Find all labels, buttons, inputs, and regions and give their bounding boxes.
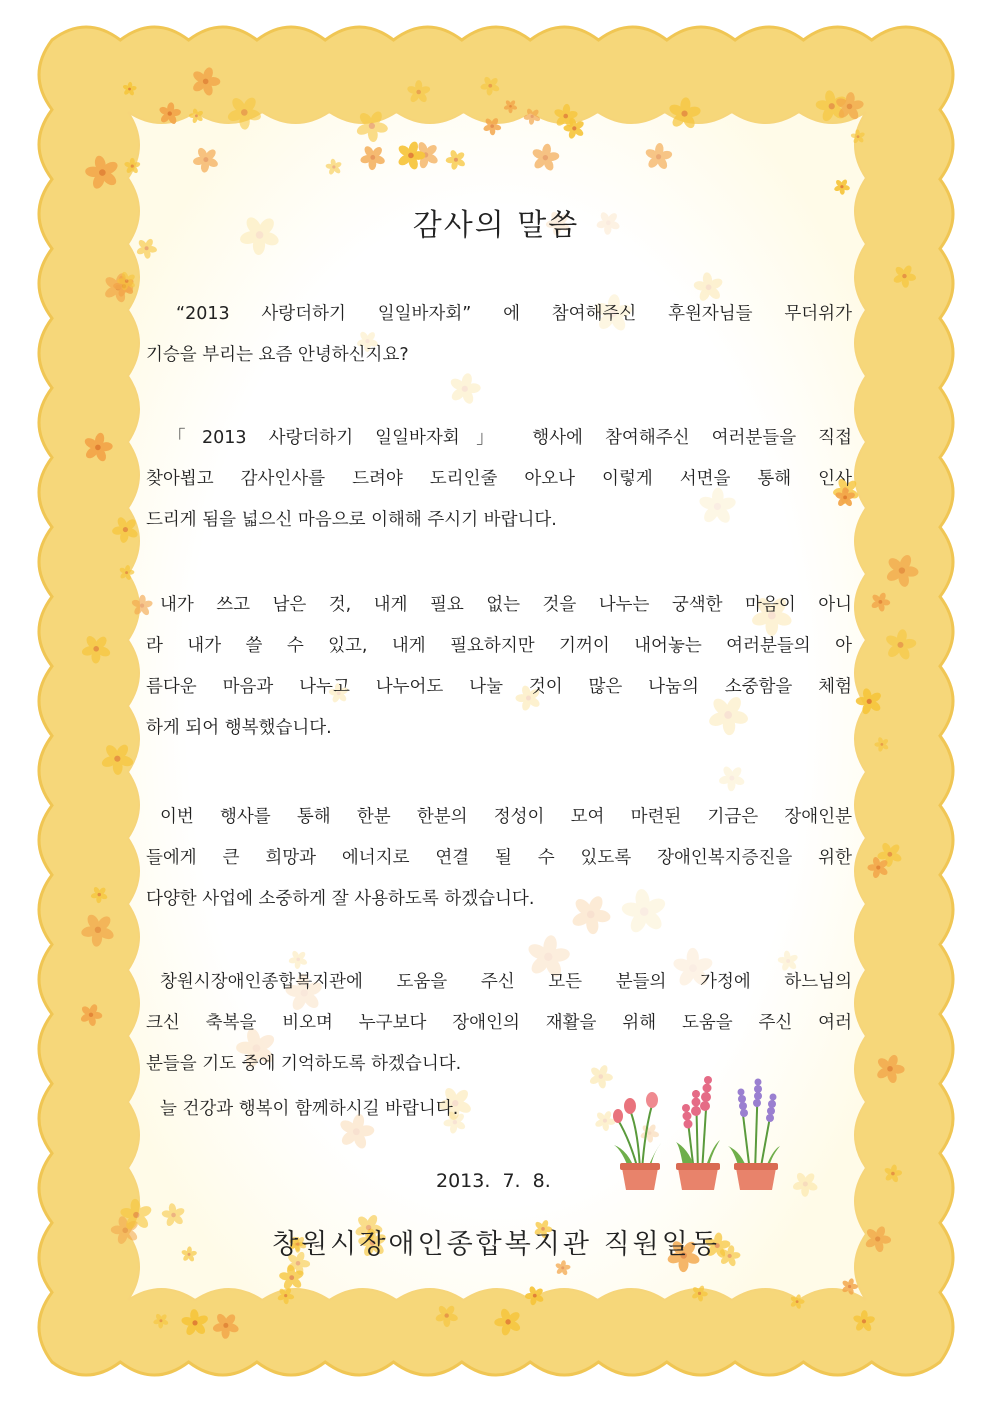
- paragraph-line: 이번 행사를 통해 한분 한분의 정성이 모여 마련된 기금은 장애인분: [160, 807, 852, 827]
- pot-snapdragons: [676, 1076, 720, 1190]
- paragraph-line: “2013 사랑더하기 일일바자회” 에 참여해주신 후원자님들 무더위가: [176, 304, 852, 324]
- paragraph-line: 하게 되어 행복했습니다.: [146, 718, 332, 738]
- paragraph-line: 들에게 큰 희망과 에너지로 연결 될 수 있도록 장애인복지증진을 위한: [146, 848, 852, 868]
- letter-date: 2013. 7. 8.: [436, 1170, 551, 1192]
- paragraph-4: [146, 797, 852, 920]
- paragraph-line: 다양한 사업에 소중하게 잘 사용하도록 하겠습니다.: [146, 889, 535, 909]
- paragraph-3: [146, 585, 852, 749]
- paragraph-line: 분들을 기도 중에 기억하도록 하겠습니다.: [146, 1054, 462, 1074]
- pot-tulips: [613, 1092, 662, 1190]
- paragraph-line: 드리게 됨을 넓으신 마음으로 이해해 주시기 바랍니다.: [146, 510, 557, 530]
- pot-lavender: [728, 1079, 780, 1191]
- letter-title: 감사의 말씀: [412, 208, 580, 243]
- paragraph-line: 름다운 마음과 나누고 나누어도 나눌 것이 많은 나눔의 소중함을 체험: [146, 677, 852, 697]
- letter-signature: 창원시장애인종합복지관 직원일동: [272, 1229, 720, 1260]
- paragraph-line: 내가 쓰고 남은 것, 내게 필요 없는 것을 나누는 궁색한 마음이 아니: [160, 595, 852, 615]
- paragraph-1: [146, 294, 852, 376]
- paragraph-line: 늘 건강과 행복이 함께하시길 바랍니다.: [160, 1099, 459, 1119]
- paragraph-line: 라 내가 쓸 수 있고, 내게 필요하지만 기꺼이 내어놓는 여러분들의 아: [146, 636, 852, 656]
- paragraph-line: 기승을 부리는 요즘 안녕하신지요?: [146, 345, 409, 365]
- paragraph-line: 「2013 사랑더하기 일일바자회」 행사에 참여해주신 여러분들을 직접: [168, 428, 852, 448]
- paragraph-line: 찾아뵙고 감사인사를 드려야 도리인줄 아오나 이렇게 서면을 통해 인사: [146, 469, 852, 489]
- paragraph-line: 크신 축복을 비오며 누구보다 장애인의 재활을 위해 도움을 주신 여러: [146, 1013, 852, 1033]
- paragraph-2: [146, 418, 852, 541]
- paragraph-line: 창원시장애인종합복지관에 도움을 주신 모든 분들의 가정에 하느님의: [160, 972, 852, 992]
- flower-pots-illustration: [600, 1050, 800, 1190]
